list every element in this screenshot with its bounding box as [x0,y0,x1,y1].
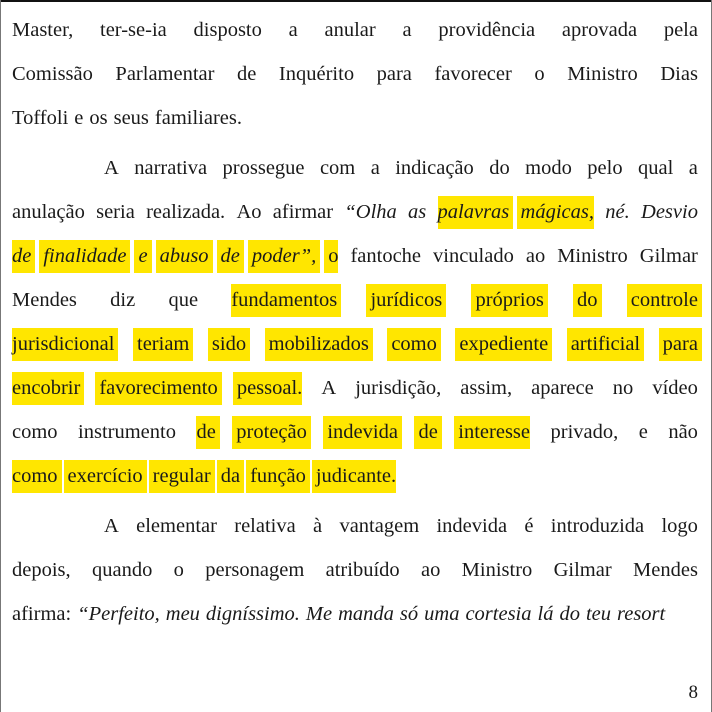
word: seus [113,106,149,129]
word: uma [424,602,460,625]
text-line [12,8,698,52]
word: pela [663,18,698,41]
word: manda [338,602,394,625]
word: interesse [454,416,530,449]
word: exercício [64,460,147,493]
word: anular [324,18,376,41]
word: como [12,460,62,493]
word: teriam [133,328,193,361]
word: os [89,106,108,129]
text-line [12,454,698,498]
word: assim, [460,376,513,399]
word: de [414,416,441,449]
word: introduzida [550,514,645,537]
word: Me [305,602,333,625]
word: vinculado [433,244,514,267]
word: não [668,420,698,443]
word: seria [96,200,135,223]
paragraph-2 [12,146,698,498]
word: realizada. [146,200,226,223]
word: Mendes [633,558,698,581]
word: de [12,240,35,273]
word: vídeo [652,376,698,399]
word: Mendes [12,288,77,311]
word: elementar [136,514,217,537]
word: como [12,420,58,443]
word: Ministro [461,558,533,581]
word: regular [149,460,215,493]
word: Gilmar [553,558,612,581]
word: o [173,558,184,581]
word: controle [627,284,702,317]
text-line [12,190,698,234]
word: relativa [234,514,296,537]
word: o [534,62,545,85]
word: modo [525,156,572,179]
word: próprios [471,284,547,317]
word: indevida [436,514,508,537]
word: encobrir [12,372,84,405]
word: afirmar [272,200,334,223]
word: lá [537,602,554,625]
word: afirma: [12,602,72,625]
word: Desvio [641,200,698,223]
word: narrativa [134,156,208,179]
word: atribuído [325,558,400,581]
word: depois, [12,558,71,581]
word: e [638,420,648,443]
word: resort [617,602,666,625]
word: meu [165,602,200,625]
text-line [12,52,698,96]
text-line [12,504,698,548]
word: diz [110,288,136,311]
document-body [12,8,698,642]
word: indicação [395,156,474,179]
word: jurisdicional [12,328,118,361]
word: Gilmar [639,244,698,267]
page-left-border [0,0,1,712]
word: disposto [193,18,262,41]
word: A [321,376,337,399]
word: do [559,602,580,625]
word: e [134,240,151,273]
word: aparece [531,376,594,399]
word: A [104,514,119,537]
word: a [402,18,412,41]
word: ao [420,558,441,581]
word: fantoche [350,244,422,267]
word: a [370,156,380,179]
word: digníssimo. [205,602,300,625]
word: Parlamentar [115,62,215,85]
text-line [12,548,698,592]
text-line [12,234,698,278]
word: sido [208,328,250,361]
word: indevida [323,416,402,449]
text-line [12,322,698,366]
text-line [12,146,698,190]
word: favorecer [434,62,512,85]
word: as [408,200,427,223]
word: né. [605,200,630,223]
paragraph-3 [12,504,698,636]
word: de [196,416,219,449]
word: ter-se-ia [100,18,167,41]
word: judicante. [312,460,396,493]
word: poder”, [248,240,320,273]
page-number: 8 [688,682,698,703]
word: é [524,514,534,537]
word: para [376,62,412,85]
word: fundamentos [231,284,341,317]
text-line [12,278,698,322]
word: o [324,240,338,273]
text-line [12,96,698,140]
word: proteção [232,416,311,449]
word: a [688,156,698,179]
word: só [399,602,419,625]
word: Ao [236,200,262,223]
text-line [12,366,698,410]
word: Toffoli [12,106,69,129]
word: para [659,328,702,361]
word: a [288,18,298,41]
word: favorecimento [95,372,221,405]
word: de [237,62,257,85]
word: privado, [550,420,619,443]
word: mobilizados [265,328,373,361]
word: Comissão [12,62,93,85]
word: pessoal. [233,372,302,405]
word: ao [525,244,546,267]
word: vantagem [339,514,420,537]
word: com [319,156,356,179]
paragraph-1 [12,8,698,140]
word: e [74,106,84,129]
word: instrumento [78,420,176,443]
word: familiares. [154,106,243,129]
word: palavras [438,196,514,229]
word: como [387,328,441,361]
word: mágicas, [517,196,594,229]
word: à [313,514,323,537]
word: finalidade [39,240,130,273]
word: artificial [567,328,644,361]
word: que [168,288,199,311]
word: anulação [12,200,85,223]
word: jurídicos [366,284,446,317]
word: “Olha [344,200,397,223]
word: aprovada [561,18,638,41]
word: Master, [12,18,74,41]
text-line [12,410,698,454]
word: “Perfeito, [77,602,160,625]
word: Ministro [567,62,638,85]
word: A [104,156,119,179]
text-line [12,592,698,636]
word: pelo [587,156,623,179]
word: da [217,460,244,493]
word: Inquérito [278,62,355,85]
word: Ministro [557,244,628,267]
word: prossegue [222,156,305,179]
word: logo [661,514,698,537]
word: cortesia [465,602,532,625]
word: de [217,240,244,273]
word: quando [91,558,153,581]
word: providência [438,18,536,41]
page-top-border [0,0,712,2]
word: jurisdição, [355,376,442,399]
word: função [246,460,310,493]
word: abuso [156,240,213,273]
word: do [573,284,602,317]
word: do [489,156,510,179]
word: teu [585,602,611,625]
word: personagem [205,558,305,581]
word: qual [638,156,674,179]
word: expediente [455,328,552,361]
word: no [612,376,634,399]
word: Dias [660,62,698,85]
